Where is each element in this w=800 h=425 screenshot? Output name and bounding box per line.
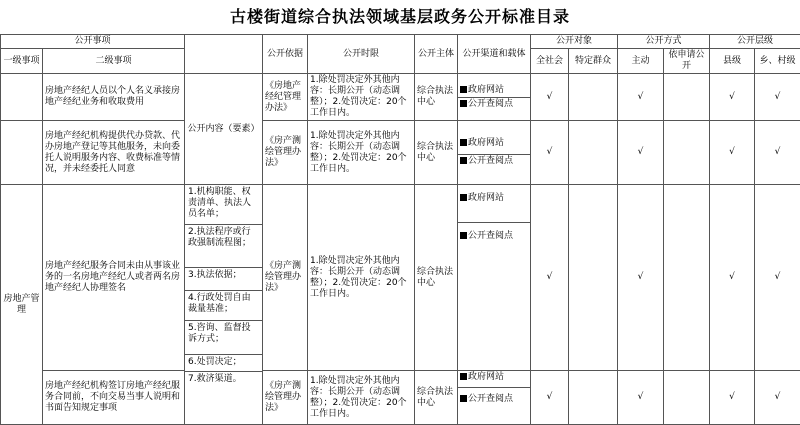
table-row bbox=[1, 121, 800, 185]
channel-cell bbox=[458, 121, 531, 185]
item-cell: 房地产经纪机构签订房地产经纪服务合同前，不向交易当事人说明和书面告知规定事项 bbox=[43, 371, 185, 425]
check-quan-shehui: √ bbox=[531, 74, 569, 121]
table-row bbox=[1, 371, 800, 425]
header-gongkai-shixiang: 公开事项 bbox=[1, 35, 185, 49]
header-yishenqing: 依申请公开 bbox=[664, 49, 710, 74]
check-quan-shehui: √ bbox=[531, 121, 569, 185]
check-zhudong: √ bbox=[618, 185, 664, 371]
content-items-cell bbox=[185, 185, 263, 425]
check-teding bbox=[569, 371, 618, 425]
header-xiangcun: 乡、村级 bbox=[755, 49, 800, 74]
channel-website: 政府网站 bbox=[458, 185, 530, 223]
check-xianji: √ bbox=[710, 74, 755, 121]
header-gongkai-yiju: 公开依据 bbox=[263, 35, 308, 74]
item-cell: 房地产经纪服务合同未由从事该业务的一名房地产经纪人或者两名房地产经纪人协理签名 bbox=[43, 185, 185, 371]
item-cell: 房地产经纪机构提供代办贷款、代办房地产登记等其他服务，未向委托人说明服务内容、收费标准等情况，并未经委托人同意 bbox=[43, 121, 185, 185]
subject-cell: 综合执法中心 bbox=[415, 74, 458, 121]
check-xianji: √ bbox=[710, 185, 755, 371]
channel-website: 政府网站 bbox=[458, 137, 530, 155]
header-gongkai-cengji: 公开层级 bbox=[710, 35, 800, 49]
content-item: 5.咨询、监督投诉方式； bbox=[185, 321, 262, 355]
content-label-cell: 公开内容（要素） bbox=[185, 74, 263, 185]
content-item: 1.机构职能、权责清单、执法人员名单； bbox=[185, 185, 262, 225]
channel-inquiry: 公开查阅点 bbox=[458, 155, 530, 168]
item-cell: 房地产经纪人员以个人名义承接房地产经纪业务和收取费用 bbox=[43, 74, 185, 121]
content-item: 2.执法程序或行政强制流程图； bbox=[185, 225, 262, 268]
basis-cell: 《房产测绘管理办法》 bbox=[263, 121, 308, 185]
table-row bbox=[1, 185, 800, 371]
square-bullet-icon bbox=[460, 157, 467, 164]
basis-cell: 《房地产经纪管理办法》 bbox=[263, 74, 308, 121]
square-bullet-icon bbox=[460, 373, 467, 380]
channel-cell bbox=[458, 74, 531, 121]
subject-cell: 综合执法中心 bbox=[415, 185, 458, 371]
basis-cell: 《房产测绘管理办法》 bbox=[263, 185, 308, 371]
square-bullet-icon bbox=[460, 232, 467, 239]
check-zhudong: √ bbox=[618, 371, 664, 425]
table-row bbox=[1, 74, 800, 121]
catalog-table bbox=[0, 34, 800, 425]
check-quan-shehui: √ bbox=[531, 185, 569, 371]
square-bullet-icon bbox=[460, 86, 467, 93]
header-erji: 二级事项 bbox=[43, 49, 185, 74]
check-xiangcun: √ bbox=[755, 371, 800, 425]
deadline-cell: 1.除处罚决定外其他内容：长期公开（动态调整）；2.处罚决定：20个工作日内。 bbox=[308, 74, 415, 121]
header-blank bbox=[185, 35, 263, 74]
header-zhudong: 主动 bbox=[618, 49, 664, 74]
check-quan-shehui: √ bbox=[531, 371, 569, 425]
header-row-1 bbox=[1, 35, 800, 49]
deadline-cell: 1.除处罚决定外其他内容：长期公开（动态调整）；2.处罚决定：20个工作日内。 bbox=[308, 371, 415, 425]
square-bullet-icon bbox=[460, 194, 467, 201]
check-zhudong: √ bbox=[618, 121, 664, 185]
check-yishenqing bbox=[664, 74, 710, 121]
deadline-cell: 1.除处罚决定外其他内容：长期公开（动态调整）；2.处罚决定：20个工作日内。 bbox=[308, 121, 415, 185]
check-xianji: √ bbox=[710, 371, 755, 425]
header-gongkai-fangshi: 公开方式 bbox=[618, 35, 710, 49]
check-xiangcun: √ bbox=[755, 74, 800, 121]
header-xianji: 县级 bbox=[710, 49, 755, 74]
page-title: 古楼街道综合执法领域基层政务公开标准目录 bbox=[0, 0, 800, 34]
check-teding bbox=[569, 185, 618, 371]
header-gongkai-duixiang: 公开对象 bbox=[531, 35, 618, 49]
subject-cell: 综合执法中心 bbox=[415, 121, 458, 185]
check-zhudong: √ bbox=[618, 74, 664, 121]
check-teding bbox=[569, 121, 618, 185]
check-teding bbox=[569, 74, 618, 121]
square-bullet-icon bbox=[460, 395, 467, 402]
basis-cell: 《房产测绘管理办法》 bbox=[263, 371, 308, 425]
content-item: 7.救济渠道。 bbox=[185, 372, 262, 386]
deadline-cell: 1.除处罚决定外其他内容：长期公开（动态调整）；2.处罚决定：20个工作日内。 bbox=[308, 185, 415, 371]
header-gongkai-qudao: 公开渠道和载体 bbox=[458, 35, 531, 74]
check-xiangcun: √ bbox=[755, 121, 800, 185]
square-bullet-icon bbox=[460, 100, 467, 107]
channel-inquiry: 公开查阅点 bbox=[458, 98, 530, 111]
channel-inquiry: 公开查阅点 bbox=[458, 388, 530, 405]
content-item: 4.行政处罚自由裁量基准； bbox=[185, 291, 262, 321]
channel-cell bbox=[458, 371, 531, 425]
channel-inquiry: 公开查阅点 bbox=[458, 223, 530, 242]
category-cell-top bbox=[1, 74, 43, 121]
check-yishenqing bbox=[664, 371, 710, 425]
channel-cell bbox=[458, 185, 531, 371]
header-yiji: 一级事项 bbox=[1, 49, 43, 74]
channel-website: 政府网站 bbox=[458, 84, 530, 98]
check-yishenqing bbox=[664, 121, 710, 185]
subject-cell: 综合执法中心 bbox=[415, 371, 458, 425]
square-bullet-icon bbox=[460, 139, 467, 146]
header-gongkai-shixian: 公开时限 bbox=[308, 35, 415, 74]
category-cell: 房地产管理 bbox=[1, 185, 43, 425]
check-xiangcun: √ bbox=[755, 185, 800, 371]
category-cell-top-2 bbox=[1, 121, 43, 185]
channel-website: 政府网站 bbox=[458, 371, 530, 388]
content-item: 3.执法依据； bbox=[185, 268, 262, 291]
header-teding-qunzhong: 特定群众 bbox=[569, 49, 618, 74]
content-item: 6.处罚决定； bbox=[185, 355, 262, 372]
check-yishenqing bbox=[664, 185, 710, 371]
check-xianji: √ bbox=[710, 121, 755, 185]
header-quan-shehui: 全社会 bbox=[531, 49, 569, 74]
header-gongkai-zhuti: 公开主体 bbox=[415, 35, 458, 74]
